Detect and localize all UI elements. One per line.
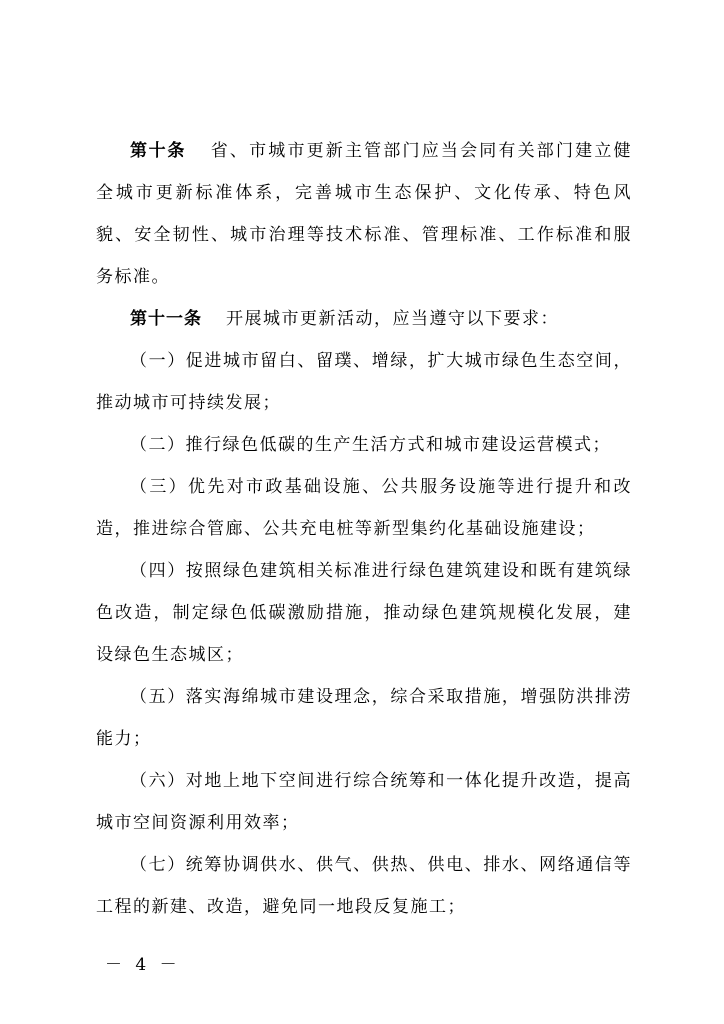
- article-11-paragraph: [96, 298, 632, 340]
- page-number: － 4 －: [105, 955, 181, 975]
- list-item-5: （五）落实海绵城市建设理念，综合采取措施，增强防洪排涝能力；: [96, 687, 632, 749]
- article-11-title: 第十一条: [130, 309, 202, 329]
- article-10-text: 省、市城市更新主管部门应当会同有关部门建立健全城市更新标准体系，完善城市生态保护、文化传承、特色风貌、安全韧性、城市治理等技术标准、管理标准、工作标准和服务标准。: [96, 141, 633, 287]
- list-item-7: （七）统筹协调供水、供气、供热、供电、排水、网络通信等工程的新建、改造，避免同一地段反复施工；: [96, 855, 632, 917]
- article-11-text: 开展城市更新活动，应当遵守以下要求：: [226, 309, 559, 329]
- list-item-6: （六）对地上地下空间进行综合统筹和一体化提升改造，提高城市空间资源利用效率；: [96, 771, 632, 833]
- list-item-3: （三）优先对市政基础设施、公共服务设施等进行提升和改造，推进综合管廊、公共充电桩等新型集约化基础设施建设；: [96, 477, 632, 539]
- article-10-title: 第十条: [130, 141, 187, 161]
- list-item-1: （一）促进城市留白、留璞、增绿，扩大城市绿色生态空间，推动城市可持续发展；: [96, 351, 632, 413]
- article-10-paragraph: [96, 130, 632, 298]
- document-body: [96, 130, 632, 928]
- list-item-4: （四）按照绿色建筑相关标准进行绿色建筑建设和既有建筑绿色改造，制定绿色低碳激励措施，推动绿色建筑规模化发展，建设绿色生态城区；: [96, 561, 632, 665]
- list-item-2: （二）推行绿色低碳的生产生活方式和城市建设运营模式；: [130, 435, 611, 455]
